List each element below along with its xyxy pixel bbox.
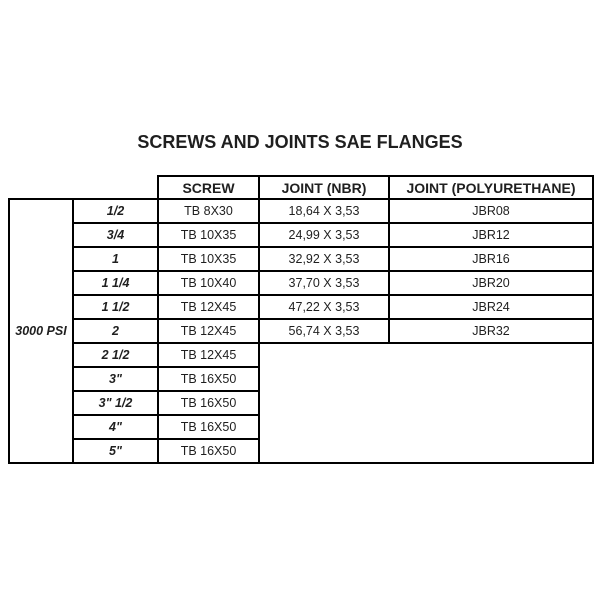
header-row: [9, 176, 593, 199]
screw-cell: TB 16X50: [158, 439, 259, 463]
table-row: [9, 199, 593, 223]
joint-nbr-cell: 32,92 X 3,53: [259, 247, 389, 271]
table-row: [9, 223, 593, 247]
joint-poly-cell: JBR08: [389, 199, 593, 223]
joint-poly-cell: JBR20: [389, 271, 593, 295]
size-cell: 2 1/2: [73, 343, 158, 367]
header-screw: SCREW: [158, 176, 259, 199]
size-cell: 1: [73, 247, 158, 271]
screw-cell: TB 12X45: [158, 343, 259, 367]
table-row: [9, 271, 593, 295]
joint-nbr-cell: 47,22 X 3,53: [259, 295, 389, 319]
joint-poly-cell: JBR32: [389, 319, 593, 343]
joint-nbr-cell: 56,74 X 3,53: [259, 319, 389, 343]
screw-cell: TB 16X50: [158, 367, 259, 391]
joint-poly-cell: JBR16: [389, 247, 593, 271]
screw-cell: TB 10X40: [158, 271, 259, 295]
size-cell: 3/4: [73, 223, 158, 247]
screw-cell: TB 12X45: [158, 319, 259, 343]
screw-cell: TB 16X50: [158, 391, 259, 415]
table-row: [9, 295, 593, 319]
joint-poly-cell: JBR24: [389, 295, 593, 319]
screw-cell: TB 10X35: [158, 247, 259, 271]
pressure-cell: 3000 PSI: [9, 199, 73, 463]
size-cell: 2: [73, 319, 158, 343]
size-cell: 5": [73, 439, 158, 463]
size-cell: 1 1/2: [73, 295, 158, 319]
empty-region: [259, 343, 593, 463]
size-cell: 4": [73, 415, 158, 439]
header-joint-poly: JOINT (POLYURETHANE): [389, 176, 593, 199]
size-cell: 3": [73, 367, 158, 391]
screw-cell: TB 12X45: [158, 295, 259, 319]
page-title: SCREWS AND JOINTS SAE FLANGES: [137, 132, 463, 152]
screw-cell: TB 10X35: [158, 223, 259, 247]
table-row: [9, 247, 593, 271]
size-cell: 3" 1/2: [73, 391, 158, 415]
size-cell: 1/2: [73, 199, 158, 223]
screw-cell: TB 8X30: [158, 199, 259, 223]
table-row: [9, 319, 593, 343]
screw-cell: TB 16X50: [158, 415, 259, 439]
size-cell: 1 1/4: [73, 271, 158, 295]
table-row: [9, 343, 593, 367]
joint-nbr-cell: 18,64 X 3,53: [259, 199, 389, 223]
flange-table: [8, 175, 594, 464]
joint-poly-cell: JBR12: [389, 223, 593, 247]
header-spacer: [9, 176, 158, 199]
joint-nbr-cell: 24,99 X 3,53: [259, 223, 389, 247]
joint-nbr-cell: 37,70 X 3,53: [259, 271, 389, 295]
header-joint-nbr: JOINT (NBR): [259, 176, 389, 199]
